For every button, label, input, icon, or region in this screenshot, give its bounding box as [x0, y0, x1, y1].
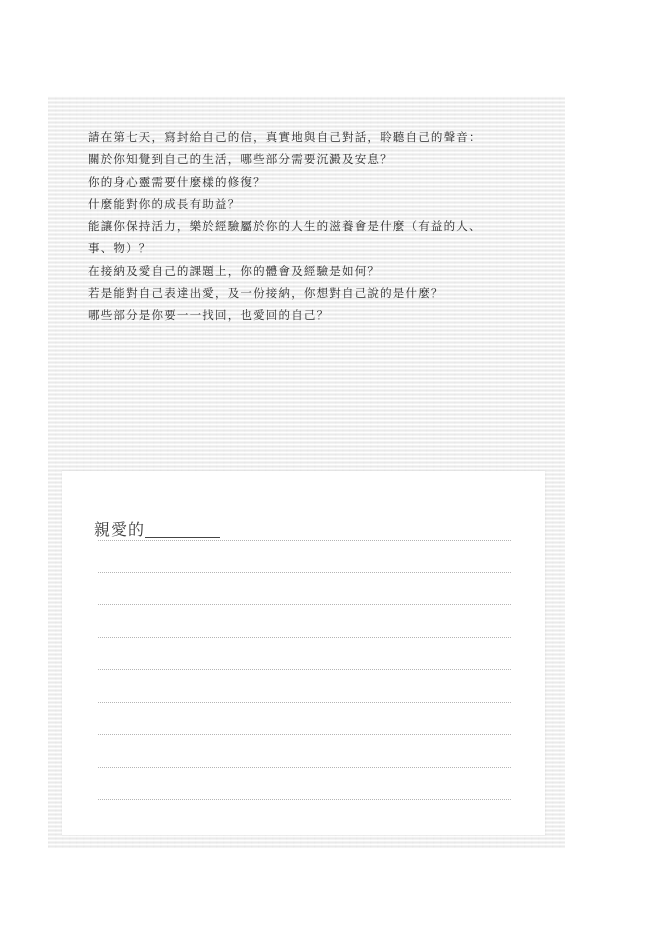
- writing-line[interactable]: [98, 702, 511, 703]
- prompt-line: 你的身心靈需要什麼樣的修復？: [88, 174, 266, 189]
- prompt-line: 哪些部分是你要一一找回，也愛回的自己？: [88, 308, 330, 323]
- writing-line[interactable]: [98, 637, 511, 638]
- reflection-prompts: [88, 126, 528, 327]
- prompt-line: 什麼能對你的成長有助益？: [88, 196, 241, 211]
- writing-line[interactable]: [98, 540, 511, 541]
- writing-line[interactable]: [98, 669, 511, 670]
- prompt-line: 若是能對自己表達出愛，及一份接納，你想對自己說的是什麼？: [88, 286, 444, 301]
- prompt-line: 關於你知覺到自己的生活，哪些部分需要沉澱及安息？: [88, 152, 393, 167]
- letter-salutation: 親愛的: [94, 520, 146, 539]
- prompt-line: 在接納及愛自己的課題上，你的體會及經驗是如何？: [88, 263, 381, 278]
- prompt-line: 請在第七天，寫封給自己的信，真實地與自己對話，聆聽自己的聲音：: [88, 130, 482, 144]
- prompt-line: 能讓你保持活力，樂於經驗屬於你的人生的滋養會是什麼（有益的人、: [88, 219, 482, 234]
- letter-card: [62, 471, 545, 835]
- writing-line[interactable]: [98, 799, 511, 800]
- writing-line[interactable]: [98, 572, 511, 573]
- recipient-name-blank[interactable]: [145, 537, 220, 538]
- writing-line[interactable]: [98, 604, 511, 605]
- writing-line[interactable]: [98, 767, 511, 768]
- writing-line[interactable]: [98, 734, 511, 735]
- prompt-line: 事、物）？: [88, 241, 152, 256]
